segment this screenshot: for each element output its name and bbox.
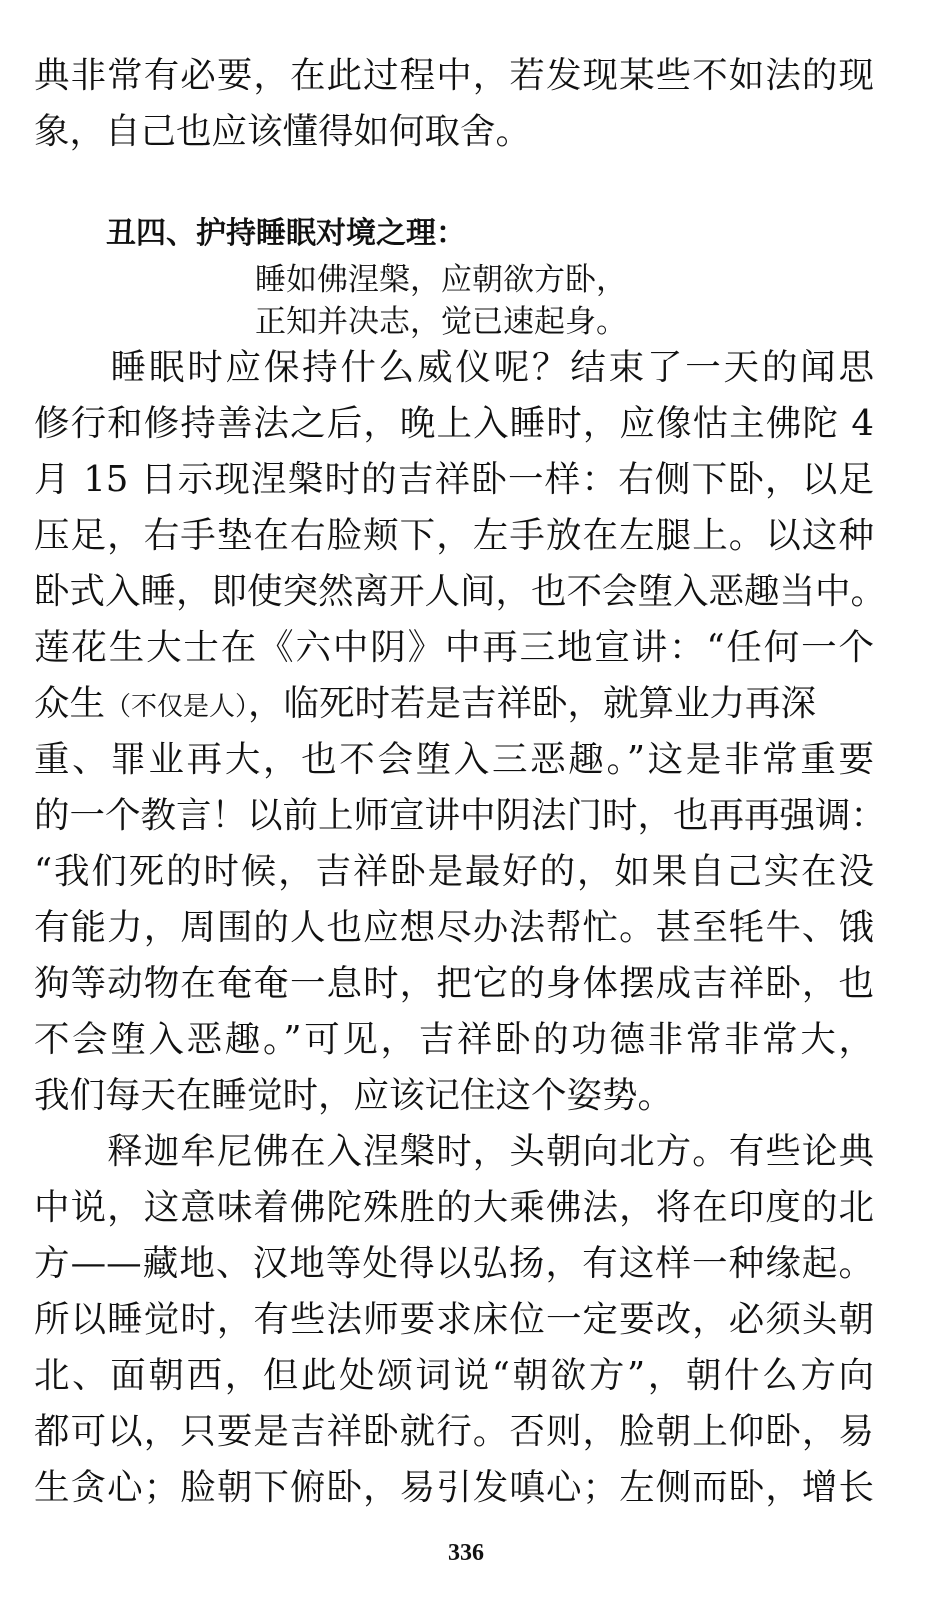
- text-line: 不会堕入恶趣。”可见，吉祥卧的功德非常非常大，: [34, 1019, 874, 1060]
- text-line: 卧式入睡，即使突然离开人间，也不会堕入恶趣当中。: [34, 571, 887, 612]
- parenthetical-note: （不仅是人）: [105, 692, 249, 722]
- text-line: 狗等动物在奄奄一息时，把它的身体摆成吉祥卧，也: [34, 963, 874, 1004]
- text-line: “我们死的时候，吉祥卧是最好的，如果自己实在没: [34, 851, 874, 892]
- text-line: 典非常有必要，在此过程中，若发现某些不如法的现: [34, 55, 874, 96]
- text-line: 生贪心；脸朝下俯卧，易引发嗔心；左侧而卧，增长: [34, 1467, 874, 1508]
- text-line: 象，自己也应该懂得如何取舍。: [34, 111, 532, 152]
- text-line: 都可以，只要是吉祥卧就行。否则，脸朝上仰卧，易: [34, 1411, 874, 1452]
- text-line: 北、面朝西，但此处颂词说“朝欲方”，朝什么方向: [34, 1355, 874, 1396]
- text-line: 释迦牟尼佛在入涅槃时，头朝向北方。有些论典: [34, 1131, 874, 1172]
- text-span: 众生: [34, 683, 106, 724]
- text-line: 中说，这意味着佛陀殊胜的大乘佛法，将在印度的北: [34, 1187, 874, 1228]
- text-line: 莲花生大士在《六中阴》中再三地宣讲：“任何一个: [34, 627, 874, 668]
- verse-line: 睡如佛涅槃，应朝欲方卧，: [255, 262, 627, 298]
- text-line: 月 15 日示现涅槃时的吉祥卧一样：右侧下卧，以足: [34, 459, 874, 500]
- text-line: 方——藏地、汉地等处得以弘扬，有这样一种缘起。: [34, 1243, 874, 1284]
- text-line: 有能力，周围的人也应想尽办法帮忙。甚至牦牛、饿: [34, 907, 874, 948]
- text-line: 压足，右手垫在右脸颊下，左手放在左腿上。以这种: [34, 515, 874, 556]
- section-heading: 丑四、护持睡眠对境之理：: [106, 216, 466, 251]
- text-line: 我们每天在睡觉时，应该记住这个姿势。: [34, 1075, 674, 1116]
- text-line: 的一个教言！以前上师宣讲中阴法门时，也再再强调：: [34, 795, 887, 836]
- text-line: 修行和修持善法之后，晚上入睡时，应像怙主佛陀 4: [34, 403, 874, 444]
- text-line: 所以睡觉时，有些法师要求床位一定要改，必须头朝: [34, 1299, 874, 1340]
- verse-line: 正知并决志，觉已速起身。: [255, 304, 627, 340]
- text-line: 睡眠时应保持什么威仪呢？结束了一天的闻思: [34, 347, 874, 388]
- text-line: [34, 674, 874, 737]
- page-number: 336: [448, 1540, 484, 1566]
- text-span: ，临死时若是吉祥卧，就算业力再深: [248, 683, 817, 724]
- text-line: 重、罪业再大，也不会堕入三恶趣。”这是非常重要: [34, 739, 874, 780]
